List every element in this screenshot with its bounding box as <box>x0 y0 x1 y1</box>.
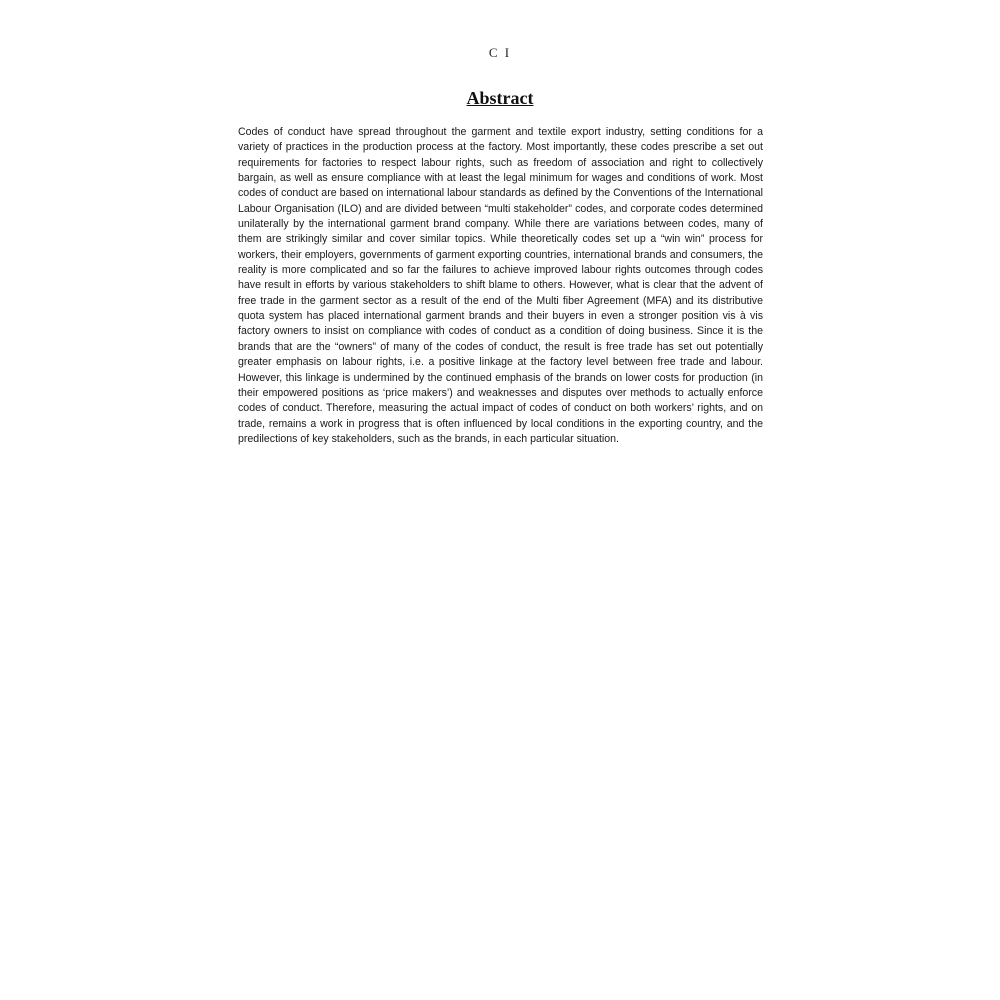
abstract-title: Abstract <box>466 88 534 108</box>
abstract-paragraph: Codes of conduct have spread throughout the garment and textile export industry, setting conditions for a variety of practices in the production process at the factory. Most importantly, these codes prescribe a set out requirements for factories to respect labour rights, such as freedom of association and right to collectively bargain, as well as ensure compliance with at least the legal minimum for wages and conditions of work. Most codes of conduct are based on international labour standards as defined by the Conventions of the International Labour Organisation (ILO) and are divided between “multi stakeholder” codes, and corporate codes determined unilaterally by the international garment brand company. While there are variations between codes, many of them are strikingly similar and cover similar topics. While theoretically codes set up a “win win” process for workers, their employers, governments of garment exporting countries, international brands and consumers, the reality is more complicated and so far the failures to achieve improved labour rights outcomes through codes have result in efforts by various stakeholders to shift blame to others. However, what is clear that the advent of free trade in the garment sector as a result of the end of the Multi fiber Agreement (MFA) and its distributive quota system has placed international garment brands and their buyers in even a stronger position vis à vis factory owners to insist on compliance with codes of conduct as a condition of doing business. Since it is the brands that are the “owners” of many of the codes of conduct, the result is free trade has set out potentially greater emphasis on labour rights, i.e. a positive linkage at the factory level between free trade and labour. However, this linkage is undermined by the continued emphasis of the brands on lower costs for production (in their empowered positions as ‘price makers’) and weaknesses and disputes over methods to actually enforce codes of conduct. Therefore, measuring the actual impact of codes of conduct on both workers’ rights, and on trade, remains a work in progress that is often influenced by local conditions in the exporting country, and the predilections of key stakeholders, such as the brands, in each particular situation. <box>238 126 763 445</box>
page-number: C I <box>488 45 512 60</box>
